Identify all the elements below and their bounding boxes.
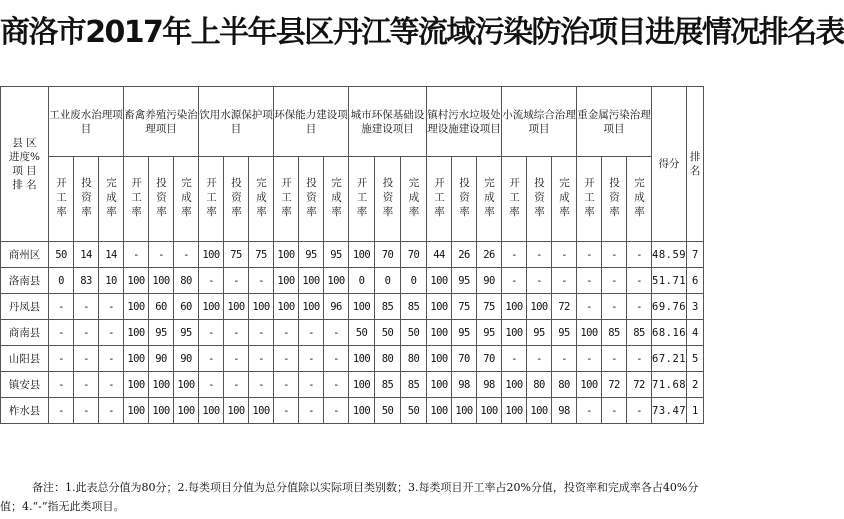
value-cell: - — [224, 372, 249, 398]
sub-header: 完成率 — [249, 157, 274, 242]
category-header: 畜禽养殖污染治理项目 — [124, 87, 199, 157]
value-cell: 75 — [224, 242, 249, 268]
value-cell: 100 — [149, 398, 174, 424]
value-cell: 80 — [527, 372, 552, 398]
county-name: 镇安县 — [1, 372, 49, 398]
value-cell: - — [577, 398, 602, 424]
value-cell: - — [577, 242, 602, 268]
sub-header: 完成率 — [477, 157, 502, 242]
sub-header: 开工率 — [199, 157, 224, 242]
value-cell: - — [74, 320, 99, 346]
value-cell: - — [527, 268, 552, 294]
value-cell: - — [74, 346, 99, 372]
corner-line: 排 名 — [12, 179, 37, 191]
value-cell: 95 — [452, 268, 477, 294]
rank-cell: 3 — [687, 294, 704, 320]
sub-header: 完成率 — [324, 157, 349, 242]
value-cell: - — [49, 346, 74, 372]
value-cell: 90 — [149, 346, 174, 372]
value-cell: - — [324, 346, 349, 372]
value-cell: - — [602, 268, 627, 294]
value-cell: - — [99, 398, 124, 424]
value-cell: 100 — [124, 346, 149, 372]
value-cell: 90 — [477, 268, 502, 294]
sub-header: 投资率 — [375, 157, 401, 242]
value-cell: 100 — [124, 320, 149, 346]
value-cell: 50 — [375, 398, 401, 424]
footnote: 备注：1.此表总分值为80分；2.每类项目分值为总分值除以实际项目类别数；3.每类项目开工率占20%分值，投资率和完成率各占40%分值；4.“-”指无此类项目。 — [0, 481, 699, 513]
table-row — [1, 372, 704, 398]
value-cell: 85 — [401, 372, 427, 398]
value-cell: 100 — [577, 372, 602, 398]
rank-cell: 5 — [687, 346, 704, 372]
value-cell: 100 — [299, 268, 324, 294]
value-cell: 100 — [199, 398, 224, 424]
value-cell: 80 — [174, 268, 199, 294]
category-header: 工业废水治理项目 — [49, 87, 124, 157]
value-cell: 75 — [452, 294, 477, 320]
value-cell: 95 — [477, 320, 502, 346]
value-cell: - — [224, 268, 249, 294]
value-cell: - — [49, 320, 74, 346]
corner-line: 项 目 — [12, 165, 37, 177]
value-cell: 100 — [427, 346, 452, 372]
sub-header: 开工率 — [427, 157, 452, 242]
sub-header: 投资率 — [149, 157, 174, 242]
value-cell: 85 — [375, 372, 401, 398]
value-cell: 100 — [274, 242, 299, 268]
value-cell: - — [577, 294, 602, 320]
sub-header: 开工率 — [502, 157, 527, 242]
value-cell: 100 — [577, 320, 602, 346]
value-cell: 100 — [199, 294, 224, 320]
value-cell: 100 — [274, 268, 299, 294]
value-cell: - — [74, 398, 99, 424]
table-row — [1, 294, 704, 320]
value-cell: 100 — [477, 398, 502, 424]
value-cell: 0 — [49, 268, 74, 294]
value-cell: - — [249, 320, 274, 346]
ranking-table — [0, 86, 704, 424]
sub-header: 完成率 — [99, 157, 124, 242]
value-cell: - — [224, 346, 249, 372]
corner-line: 进度% — [9, 151, 40, 163]
value-cell: 100 — [502, 372, 527, 398]
value-cell: 100 — [349, 398, 375, 424]
value-cell: 100 — [174, 372, 199, 398]
rank-cell: 6 — [687, 268, 704, 294]
table-row — [1, 268, 704, 294]
rank-cell: 2 — [687, 372, 704, 398]
value-cell: 95 — [149, 320, 174, 346]
category-header: 环保能力建设项目 — [274, 87, 349, 157]
value-cell: 0 — [349, 268, 375, 294]
value-cell: - — [602, 398, 627, 424]
corner-line: 县 区 — [12, 137, 37, 149]
value-cell: 70 — [477, 346, 502, 372]
value-cell: - — [299, 346, 324, 372]
category-header-row — [1, 87, 704, 157]
value-cell: - — [627, 268, 652, 294]
value-cell: 95 — [299, 242, 324, 268]
sub-header: 开工率 — [124, 157, 149, 242]
value-cell: - — [74, 372, 99, 398]
value-cell: 100 — [427, 294, 452, 320]
value-cell: 100 — [349, 372, 375, 398]
value-cell: - — [627, 398, 652, 424]
table-row — [1, 320, 704, 346]
score-cell: 69.76 — [652, 294, 687, 320]
rank-cell: 1 — [687, 398, 704, 424]
value-cell: 100 — [299, 294, 324, 320]
value-cell: 26 — [452, 242, 477, 268]
value-cell: 100 — [149, 268, 174, 294]
value-cell: - — [299, 320, 324, 346]
value-cell: 100 — [274, 294, 299, 320]
value-cell: 96 — [324, 294, 349, 320]
rank-cell: 7 — [687, 242, 704, 268]
value-cell: 95 — [552, 320, 577, 346]
sub-header: 投资率 — [602, 157, 627, 242]
value-cell: 95 — [452, 320, 477, 346]
value-cell: - — [74, 294, 99, 320]
value-cell: 0 — [401, 268, 427, 294]
value-cell: 83 — [74, 268, 99, 294]
value-cell: 100 — [249, 294, 274, 320]
value-cell: 70 — [375, 242, 401, 268]
value-cell: - — [124, 242, 149, 268]
value-cell: - — [274, 346, 299, 372]
score-cell: 48.59 — [652, 242, 687, 268]
rank-cell: 4 — [687, 320, 704, 346]
value-cell: 50 — [49, 242, 74, 268]
value-cell: 100 — [124, 268, 149, 294]
value-cell: 80 — [552, 372, 577, 398]
value-cell: 85 — [401, 294, 427, 320]
value-cell: 100 — [502, 294, 527, 320]
sub-header: 开工率 — [577, 157, 602, 242]
value-cell: 75 — [249, 242, 274, 268]
value-cell: - — [502, 268, 527, 294]
table-row — [1, 398, 704, 424]
value-cell: - — [249, 372, 274, 398]
value-cell: - — [49, 294, 74, 320]
value-cell: 100 — [427, 372, 452, 398]
value-cell: 50 — [401, 398, 427, 424]
value-cell: 85 — [375, 294, 401, 320]
page-title: 商洛市2017年上半年县区丹江等流域污染防治项目进展情况排名表 — [0, 15, 844, 50]
score-header: 得分 — [652, 87, 687, 242]
value-cell: 100 — [452, 398, 477, 424]
value-cell: - — [552, 242, 577, 268]
score-cell: 51.71 — [652, 268, 687, 294]
category-header: 重金属污染治理项目 — [577, 87, 652, 157]
value-cell: 72 — [602, 372, 627, 398]
value-cell: 100 — [502, 320, 527, 346]
value-cell: - — [324, 398, 349, 424]
value-cell: 98 — [452, 372, 477, 398]
score-cell: 67.21 — [652, 346, 687, 372]
value-cell: 100 — [224, 398, 249, 424]
sub-header: 完成率 — [174, 157, 199, 242]
value-cell: 70 — [452, 346, 477, 372]
value-cell: 50 — [401, 320, 427, 346]
table-row — [1, 242, 704, 268]
value-cell: - — [502, 242, 527, 268]
value-cell: 44 — [427, 242, 452, 268]
value-cell: 100 — [224, 294, 249, 320]
value-cell: - — [552, 346, 577, 372]
value-cell: - — [627, 242, 652, 268]
value-cell: - — [577, 268, 602, 294]
value-cell: 98 — [477, 372, 502, 398]
value-cell: - — [49, 398, 74, 424]
value-cell: - — [149, 242, 174, 268]
value-cell: 100 — [527, 398, 552, 424]
value-cell: - — [552, 268, 577, 294]
value-cell: - — [199, 372, 224, 398]
value-cell: 72 — [627, 372, 652, 398]
value-cell: 50 — [375, 320, 401, 346]
value-cell: 60 — [149, 294, 174, 320]
value-cell: 100 — [427, 320, 452, 346]
value-cell: 100 — [124, 398, 149, 424]
county-name: 丹凤县 — [1, 294, 49, 320]
value-cell: 90 — [174, 346, 199, 372]
value-cell: 100 — [149, 372, 174, 398]
value-cell: 100 — [527, 294, 552, 320]
sub-header: 完成率 — [401, 157, 427, 242]
value-cell: - — [249, 346, 274, 372]
value-cell: 100 — [427, 398, 452, 424]
county-name: 柞水县 — [1, 398, 49, 424]
sub-header: 完成率 — [552, 157, 577, 242]
value-cell: - — [602, 346, 627, 372]
value-cell: 0 — [375, 268, 401, 294]
rank-header: 排名 — [687, 87, 704, 242]
sub-header: 开工率 — [49, 157, 74, 242]
value-cell: - — [174, 242, 199, 268]
county-name: 商南县 — [1, 320, 49, 346]
value-cell: - — [274, 398, 299, 424]
value-cell: - — [224, 320, 249, 346]
value-cell: 75 — [477, 294, 502, 320]
sub-header: 投资率 — [527, 157, 552, 242]
sub-header: 开工率 — [349, 157, 375, 242]
value-cell: - — [527, 346, 552, 372]
value-cell: - — [627, 346, 652, 372]
value-cell: 14 — [74, 242, 99, 268]
score-cell: 73.47 — [652, 398, 687, 424]
value-cell: 26 — [477, 242, 502, 268]
value-cell: 95 — [174, 320, 199, 346]
category-header: 镇村污水垃圾处理设施建设项目 — [427, 87, 502, 157]
value-cell: 100 — [199, 242, 224, 268]
county-name: 洛南县 — [1, 268, 49, 294]
value-cell: - — [324, 320, 349, 346]
value-cell: 100 — [249, 398, 274, 424]
value-cell: 95 — [527, 320, 552, 346]
value-cell: 100 — [427, 268, 452, 294]
value-cell: - — [274, 372, 299, 398]
value-cell: - — [299, 398, 324, 424]
value-cell: 100 — [324, 268, 349, 294]
value-cell: 95 — [324, 242, 349, 268]
value-cell: 100 — [124, 372, 149, 398]
value-cell: - — [199, 320, 224, 346]
value-cell: - — [99, 320, 124, 346]
category-header: 小流域综合治理项目 — [502, 87, 577, 157]
value-cell: 85 — [627, 320, 652, 346]
value-cell: - — [99, 294, 124, 320]
value-cell: 98 — [552, 398, 577, 424]
sub-header: 投资率 — [299, 157, 324, 242]
sub-header: 投资率 — [224, 157, 249, 242]
value-cell: 80 — [375, 346, 401, 372]
county-name: 商州区 — [1, 242, 49, 268]
value-cell: - — [602, 242, 627, 268]
value-cell: 60 — [174, 294, 199, 320]
sub-header: 投资率 — [452, 157, 477, 242]
value-cell: 100 — [124, 294, 149, 320]
corner-header-cell — [1, 87, 49, 242]
category-header: 饮用水源保护项目 — [199, 87, 274, 157]
table-row — [1, 346, 704, 372]
value-cell: - — [299, 372, 324, 398]
value-cell: - — [627, 294, 652, 320]
value-cell: - — [99, 346, 124, 372]
value-cell: - — [502, 346, 527, 372]
value-cell: 100 — [174, 398, 199, 424]
value-cell: 100 — [349, 242, 375, 268]
value-cell: 50 — [349, 320, 375, 346]
value-cell: - — [274, 320, 299, 346]
value-cell: 80 — [401, 346, 427, 372]
value-cell: 100 — [349, 294, 375, 320]
category-header: 城市环保基础设施建设项目 — [349, 87, 427, 157]
value-cell: 85 — [602, 320, 627, 346]
value-cell: - — [199, 268, 224, 294]
value-cell: - — [49, 372, 74, 398]
value-cell: - — [577, 346, 602, 372]
table-body — [1, 242, 704, 424]
value-cell: 10 — [99, 268, 124, 294]
value-cell: 72 — [552, 294, 577, 320]
value-cell: - — [324, 372, 349, 398]
county-name: 山阳县 — [1, 346, 49, 372]
value-cell: 70 — [401, 242, 427, 268]
sub-header: 完成率 — [627, 157, 652, 242]
value-cell: 14 — [99, 242, 124, 268]
value-cell: - — [199, 346, 224, 372]
value-cell: - — [602, 294, 627, 320]
value-cell: - — [99, 372, 124, 398]
sub-header: 开工率 — [274, 157, 299, 242]
value-cell: - — [527, 242, 552, 268]
sub-header: 投资率 — [74, 157, 99, 242]
value-cell: 100 — [502, 398, 527, 424]
value-cell: 100 — [349, 346, 375, 372]
sub-header-row — [1, 157, 704, 242]
value-cell: - — [249, 268, 274, 294]
score-cell: 68.16 — [652, 320, 687, 346]
score-cell: 71.68 — [652, 372, 687, 398]
